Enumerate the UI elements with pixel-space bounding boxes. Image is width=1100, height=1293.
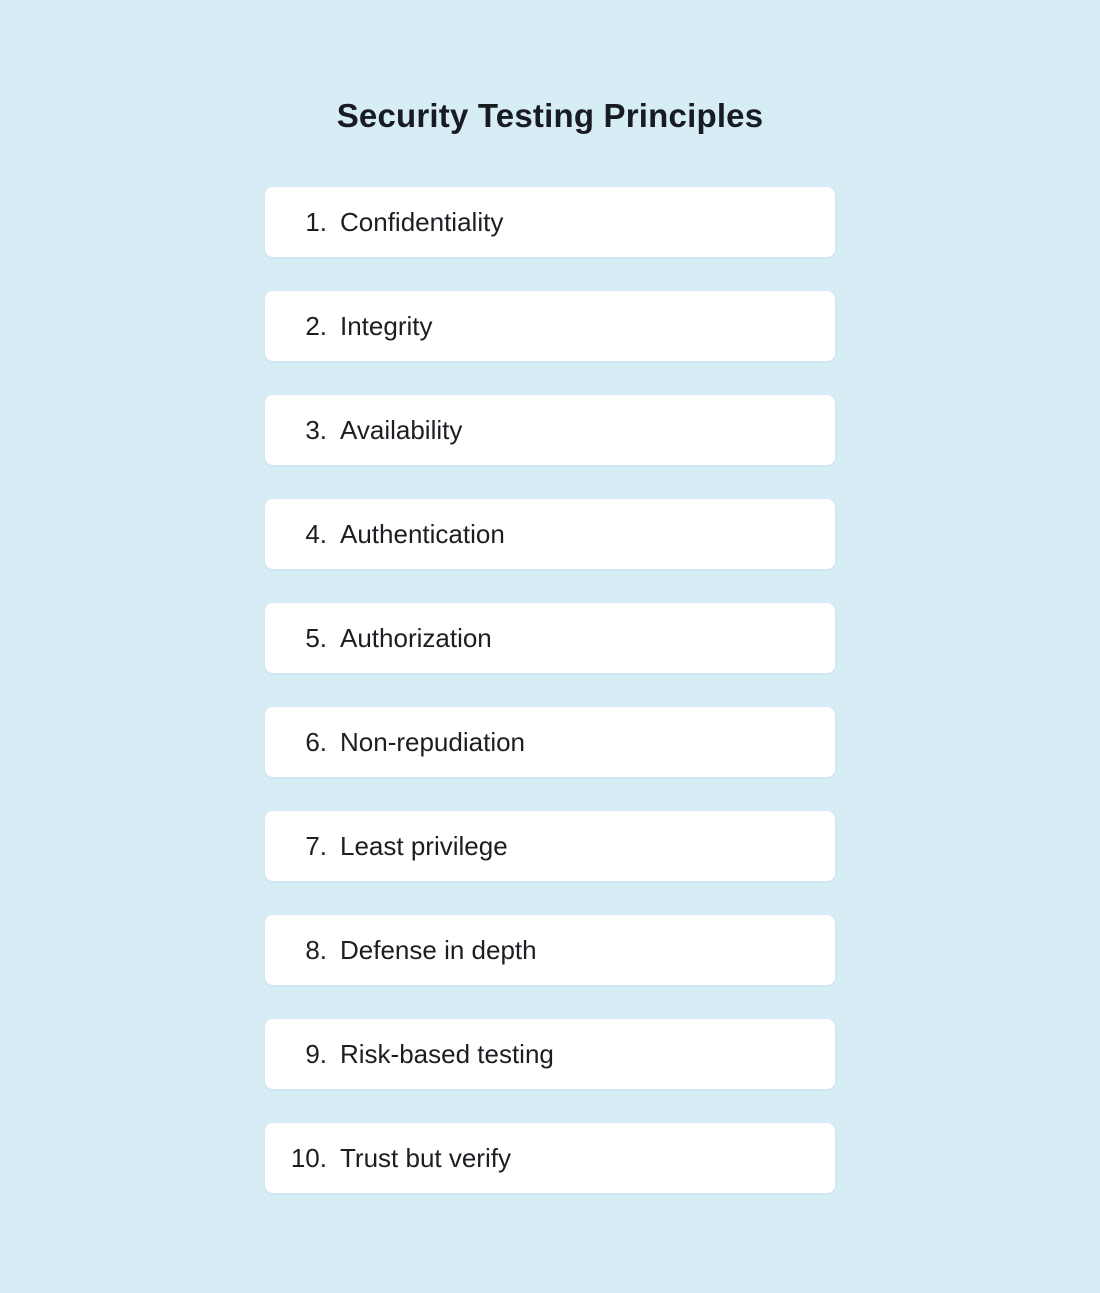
item-label: Least privilege	[340, 830, 508, 861]
list-item	[265, 187, 835, 257]
item-label: Risk-based testing	[340, 1038, 554, 1069]
item-label: Availability	[340, 414, 463, 445]
item-number: 7.	[305, 830, 327, 861]
page-title: Security Testing Principles	[336, 97, 764, 134]
item-label: Authorization	[340, 622, 492, 653]
list-item	[265, 499, 835, 569]
item-number: 4.	[305, 518, 327, 549]
item-label: Authentication	[340, 518, 505, 549]
list-item	[265, 707, 835, 777]
item-label: Confidentiality	[340, 206, 504, 237]
list-item	[265, 395, 835, 465]
list-item	[265, 291, 835, 361]
item-number: 5.	[305, 622, 327, 653]
list-item	[265, 1123, 835, 1193]
item-number: 10.	[290, 1142, 327, 1173]
item-number: 8.	[305, 934, 327, 965]
item-label: Integrity	[340, 310, 433, 341]
item-label: Defense in depth	[340, 934, 537, 965]
list-item	[265, 1019, 835, 1089]
item-label: Non-repudiation	[340, 726, 526, 757]
item-label: Trust but verify	[340, 1142, 511, 1173]
list-item	[265, 811, 835, 881]
principles-list	[265, 187, 835, 1193]
item-number: 9.	[305, 1038, 327, 1069]
item-number: 6.	[305, 726, 327, 757]
item-number: 2.	[305, 310, 327, 341]
item-number: 1.	[305, 206, 327, 237]
list-item	[265, 603, 835, 673]
item-number: 3.	[305, 414, 327, 445]
list-item	[265, 915, 835, 985]
